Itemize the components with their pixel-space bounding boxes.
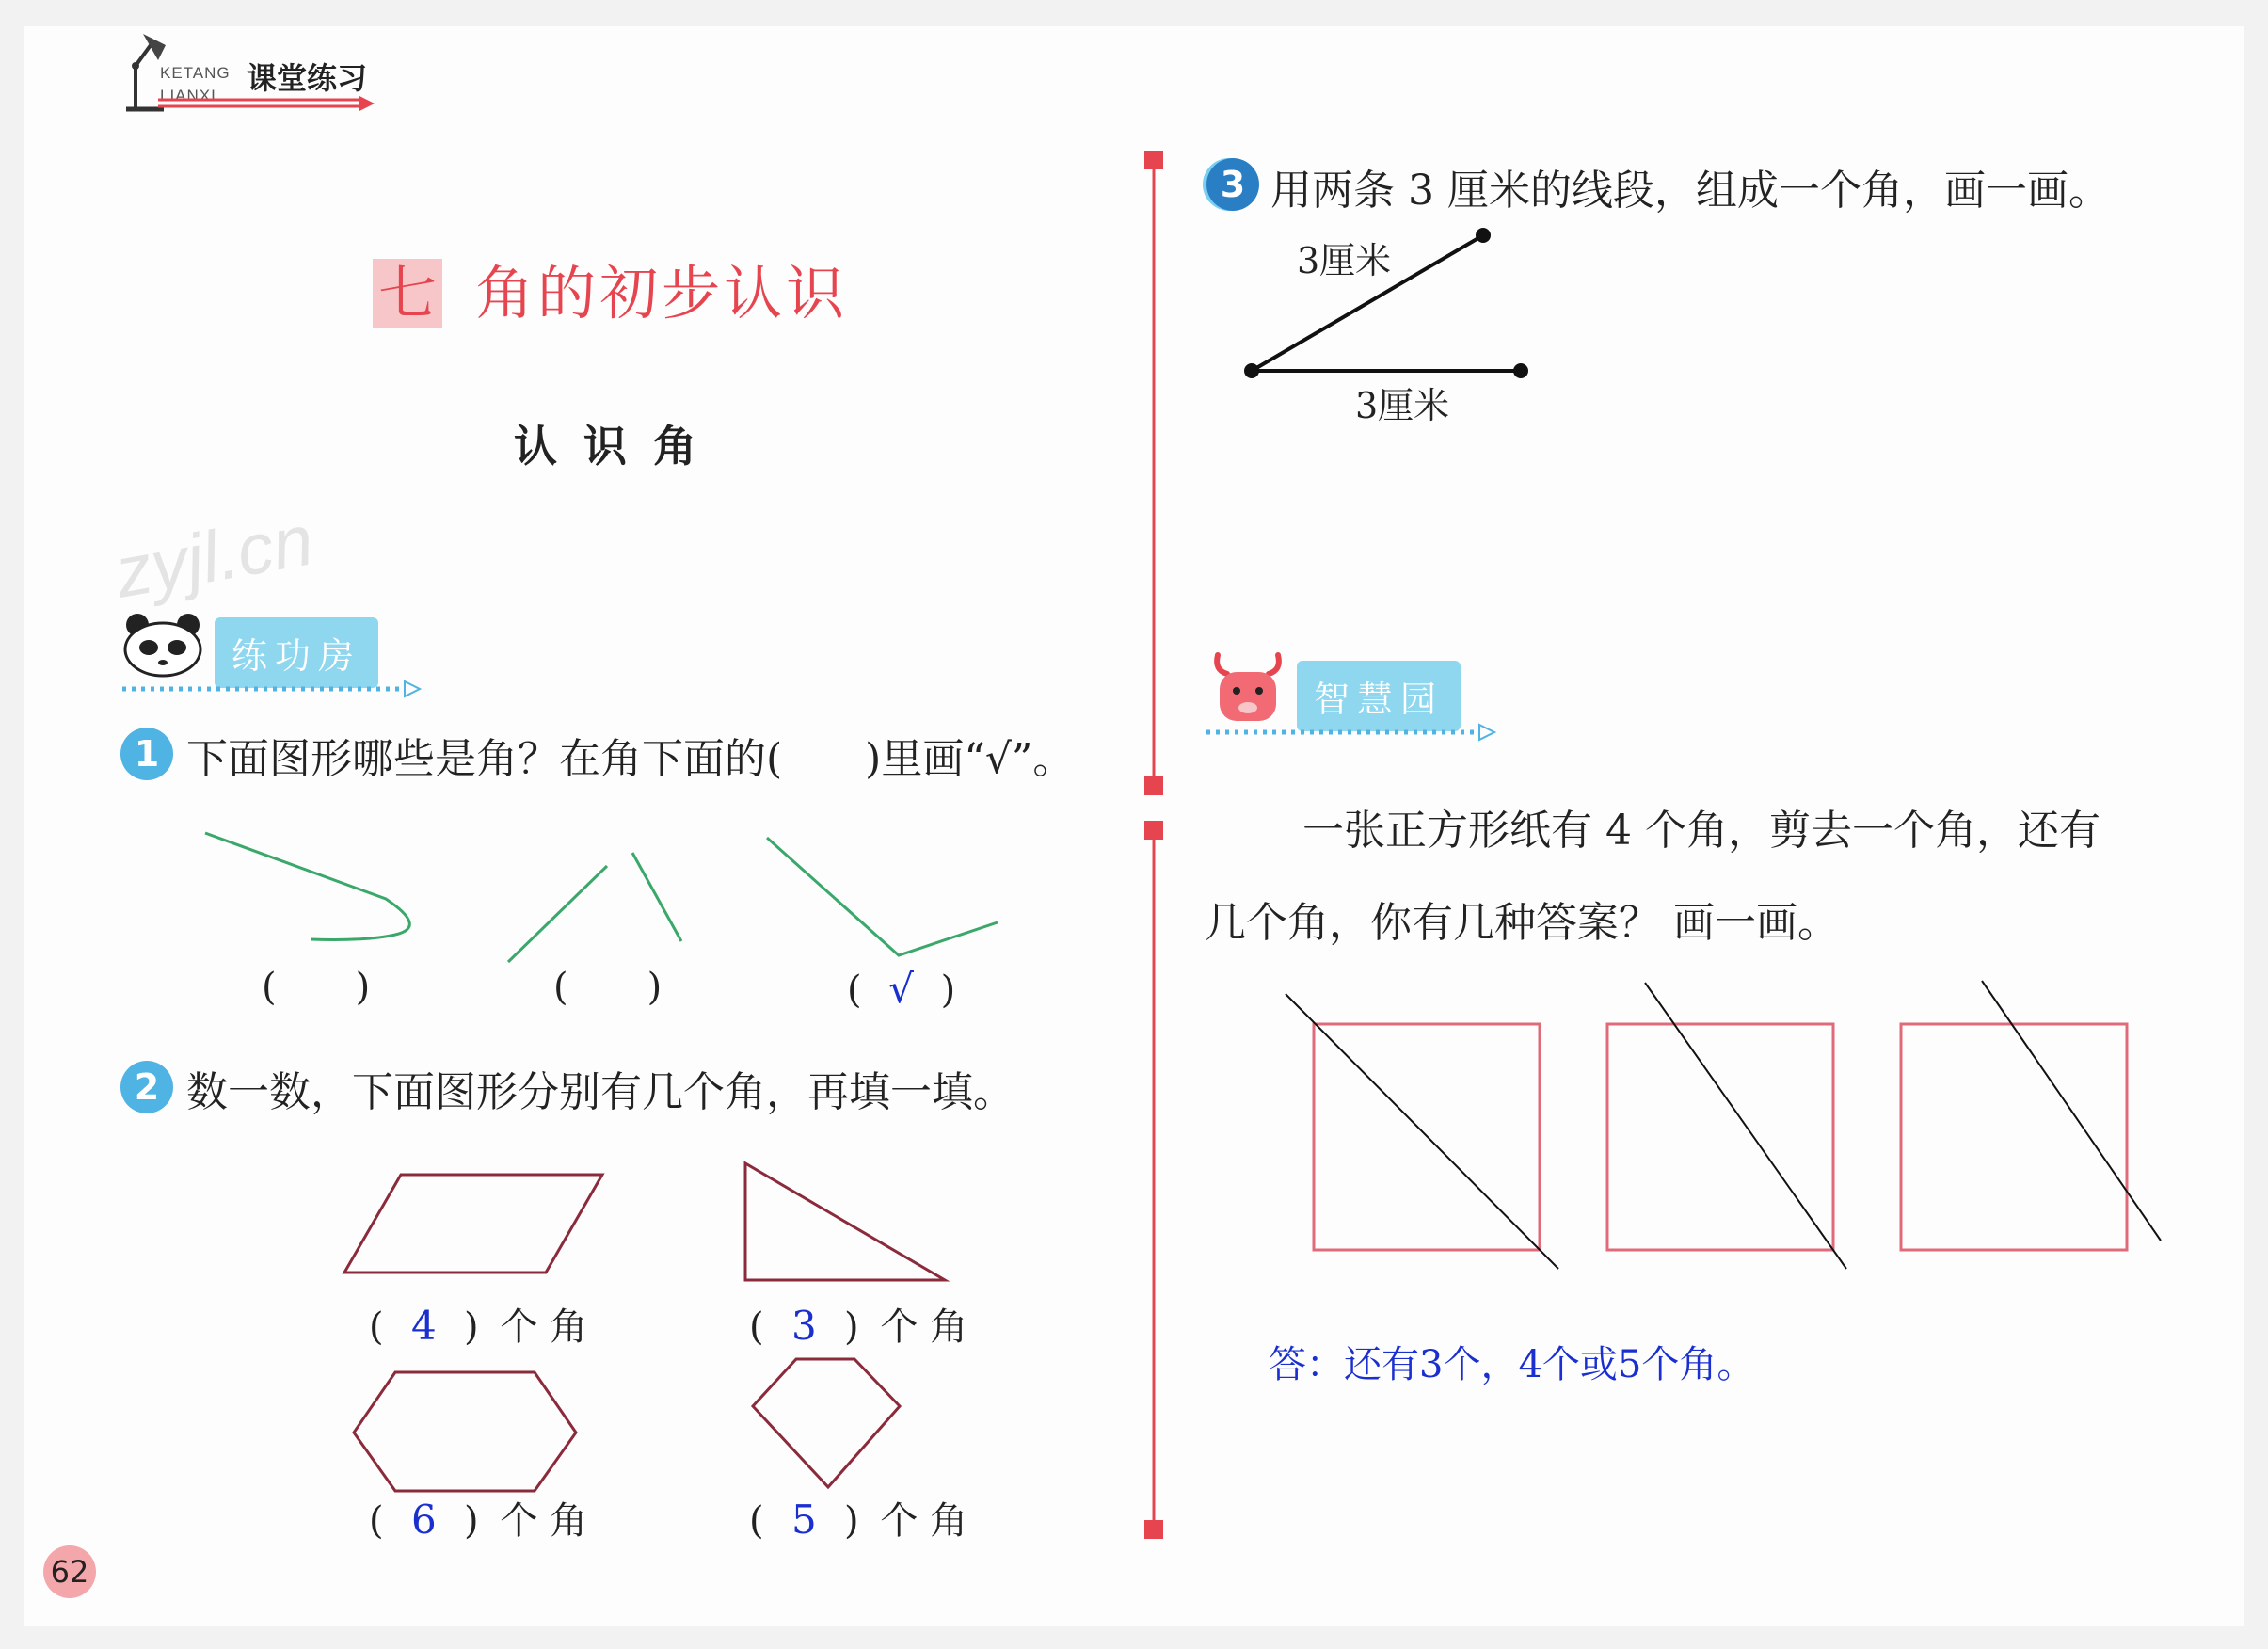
q2-answer-triangle[interactable]: ( 3 ) 个 角 — [749, 1303, 968, 1349]
q2-answer-hexagon[interactable]: ( 6 ) 个 角 — [369, 1497, 588, 1543]
q2-answer-pentagon[interactable]: ( 5 ) 个 角 — [749, 1497, 968, 1543]
q3-top-segment-label: 3厘米 — [1297, 240, 1392, 281]
chapter-number: 七 — [373, 259, 442, 328]
unit-label: 个 角 — [500, 1499, 588, 1543]
question-1-text: 下面图形哪些是角？在角下面的( )里画“√”。 — [186, 735, 1075, 783]
q3-bottom-segment-label: 3厘米 — [1355, 385, 1450, 426]
question-2-number: 2 — [120, 1061, 173, 1113]
watermark: zyjl.cn — [109, 500, 319, 614]
wisdom-section-label: 智慧园 — [1297, 661, 1461, 731]
unit-label: 个 角 — [500, 1305, 588, 1349]
chapter-title: 角的初步认识 — [475, 259, 849, 328]
brand-en-top: KETANG — [160, 64, 231, 82]
paren-open: ( — [847, 969, 862, 1012]
unit-label: 个 角 — [880, 1305, 968, 1349]
q2-answer-parallelogram[interactable]: ( 4 ) 个 角 — [369, 1303, 588, 1349]
wisdom-problem-line-1: 一张正方形纸有 4 个角，剪去一个角，还有 — [1302, 807, 2100, 855]
unit-label: 个 角 — [880, 1499, 968, 1543]
q2-answer-1-value: 4 — [410, 1303, 437, 1349]
section-title: 认识角 — [514, 421, 723, 472]
question-3-text: 用两条 3 厘米的线段，组成一个角，画一画。 — [1270, 167, 2110, 215]
cut-line-2 — [1645, 983, 1846, 1269]
square-2 — [1607, 1024, 1833, 1250]
q1-answer-3-value: √ — [888, 966, 914, 1012]
q2-answer-2-value: 3 — [791, 1303, 817, 1349]
page-number: 62 — [43, 1545, 96, 1598]
wisdom-problem-line-2: 几个角，你有几种答案？ 画一画。 — [1205, 899, 1839, 947]
brand-en-bottom: LIANXI — [160, 87, 216, 104]
question-1-number: 1 — [120, 728, 173, 780]
cut-line-1 — [1286, 994, 1558, 1269]
cut-line-3 — [1982, 981, 2161, 1241]
q2-answer-4-value: 5 — [791, 1497, 817, 1543]
wisdom-answer: 答：还有3个，4个或5个角。 — [1269, 1343, 1755, 1386]
paren-open: ( — [262, 966, 277, 1009]
question-3-number: 3 — [1206, 158, 1259, 211]
paren-close: ) — [355, 966, 371, 1009]
practice-section-label: 练功房 — [215, 617, 378, 688]
q2-answer-3-value: 6 — [410, 1497, 437, 1543]
paren-close: ) — [647, 966, 663, 1009]
brand-title: 课堂练习 — [247, 60, 368, 96]
question-2-text: 数一数，下面图形分别有几个角，再填一填。 — [186, 1068, 1014, 1116]
paren-close: ) — [940, 969, 956, 1012]
paren-open: ( — [553, 966, 568, 1009]
square-3 — [1901, 1024, 2127, 1250]
